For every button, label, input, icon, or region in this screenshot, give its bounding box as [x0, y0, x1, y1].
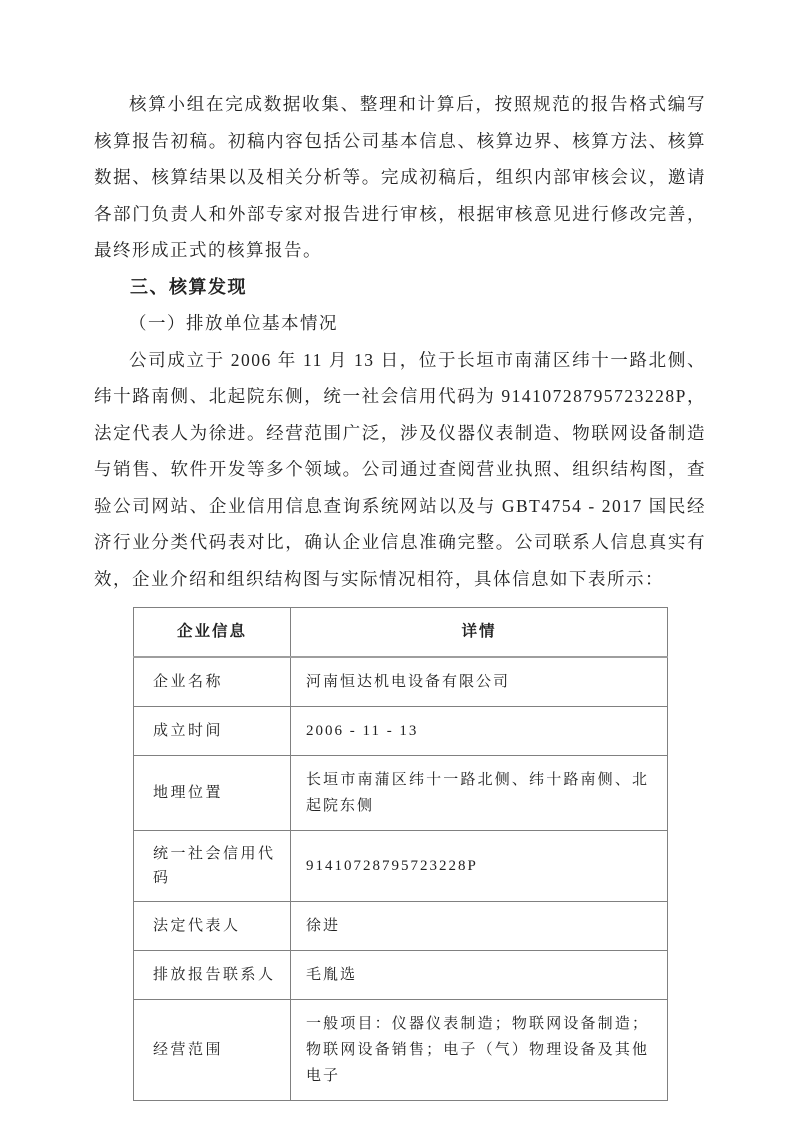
row-label-business-scope: 经营范围 — [134, 1000, 291, 1101]
row-value-report-contact: 毛胤选 — [291, 951, 668, 1000]
row-label-founding-date: 成立时间 — [134, 707, 291, 756]
table-row — [134, 756, 668, 831]
row-label-report-contact: 排放报告联系人 — [134, 951, 291, 1000]
section-heading-findings: 三、核算发现 — [130, 276, 247, 297]
table-header-company-info: 企业信息 — [134, 608, 291, 658]
paragraph-report-drafting: 核算小组在完成数据收集、整理和计算后，按照规范的报告格式编写核算报告初稿。初稿内容包括公司基本信息、核算边界、核算方法、核算数据、核算结果以及相关分析等。完成初稿后，组织内部审核会议，邀请各部门负责人和外部专家对报告进行审核，根据审核意见进行修改完善，最终形成正式的核算报告。 — [94, 94, 706, 260]
row-label-credit-code: 统一社会信用代码 — [134, 831, 291, 902]
row-value-company-name: 河南恒达机电设备有限公司 — [291, 657, 668, 707]
table-row — [134, 951, 668, 1000]
row-label-company-name: 企业名称 — [134, 657, 291, 707]
row-label-legal-representative: 法定代表人 — [134, 902, 291, 951]
row-label-location: 地理位置 — [134, 756, 291, 831]
table-row — [134, 657, 668, 707]
table-header-detail: 详情 — [291, 608, 668, 658]
paragraph-company-overview: 公司成立于 2006 年 11 月 13 日，位于长垣市南蒲区纬十一路北侧、纬十路南侧、北起院东侧，统一社会信用代码为 91410728795723228P，法定代表人为徐进。经营范围广泛，涉及仪器仪表制造、物联网设备制造与销售、软件开发等多个领域。公司通过查阅营业执照、组织结构图，查验公司网站、企业信用信息查询系统网站以及与 GBT4754 - 2017 国民经济行业分类代码表对比，确认企业信息准确完整。公司联系人信息真实有效，企业介绍和组织结构图与实际情况相符，具体信息如下表所示： — [94, 349, 706, 589]
row-value-location: 长垣市南蒲区纬十一路北侧、纬十路南侧、北起院东侧 — [291, 756, 668, 831]
row-value-business-scope: 一般项目：仪器仪表制造；物联网设备制造；物联网设备销售；电子（气）物理设备及其他电子 — [291, 1000, 668, 1101]
row-value-legal-representative: 徐进 — [291, 902, 668, 951]
row-value-founding-date: 2006 - 11 - 13 — [291, 707, 668, 756]
table-row — [134, 707, 668, 756]
table-row — [134, 831, 668, 902]
table-row — [134, 1000, 668, 1101]
table-header-row — [134, 608, 668, 658]
table-row — [134, 902, 668, 951]
subsection-heading-basic-info: （一）排放单位基本情况 — [129, 313, 338, 333]
company-info-table — [133, 607, 668, 1101]
row-value-credit-code: 91410728795723228P — [291, 831, 668, 902]
